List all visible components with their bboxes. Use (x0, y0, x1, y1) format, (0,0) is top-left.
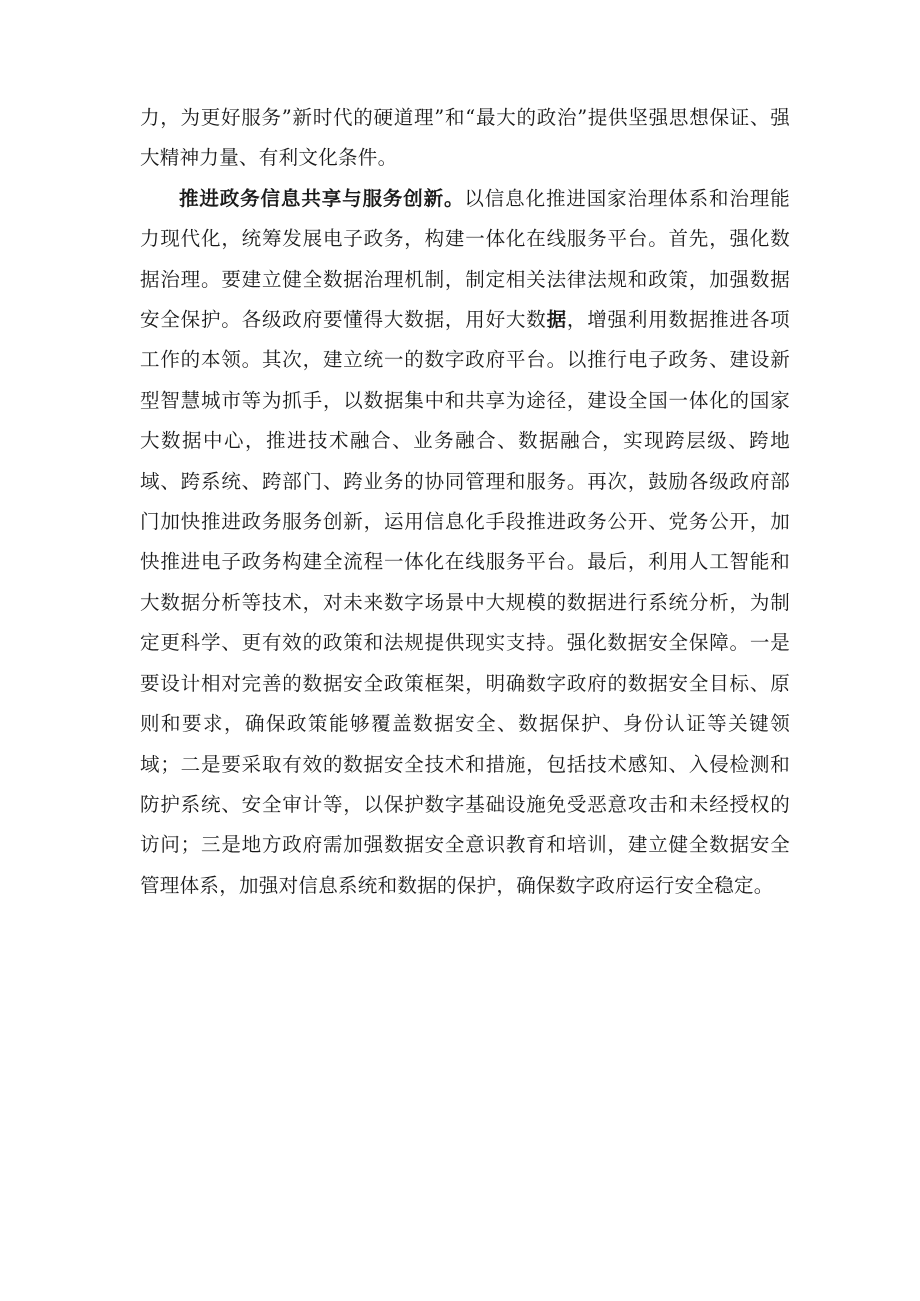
paragraph-emphasized-char: 据 (546, 308, 567, 332)
paragraph-body-part-a: 以信息化推进国家治理体系和治理能力现代化，统筹发展电子政务，构建一体化在线服务平台。首先，强化数据治理。要建立健全数据治理机制，制定相关法律法规和政策，加强数据安全保护。各级政府要懂得大数据，用好大数 (140, 186, 790, 332)
paragraph-data-governance (140, 179, 790, 906)
paragraph-continuation: 力，为更好服务”新时代的硬道理”和“最大的政治”提供坚强思想保证、强大精神力量、有利文化条件。 (140, 106, 790, 170)
paragraph-lead-heading: 推进政务信息共享与服务创新。 (179, 186, 465, 210)
paragraph-body-part-b: ，增强利用数据推进各项工作的本领。其次，建立统一的数字政府平台。以推行电子政务、建设新型智慧城市等为抓手，以数据集中和共享为途径，建设全国一体化的国家大数据中心，推进技术融合、业务融合、数据融合，实现跨层级、跨地域、跨系统、跨部门、跨业务的协同管理和服务。再次，鼓励各级政府部门加快推进政务服务创新，运用信息化手段推进政务公开、党务公开，加快推进电子政务构建全流程一体化在线服务平台。最后，利用人工智能和大数据分析等技术，对未来数字场景中大规模的数据进行系统分析，为制定更科学、更有效的政策和法规提供现实支持。强化数据安全保障。一是要设计相对完善的数据安全政策框架，明确数字政府的数据安全目标、原则和要求，确保政策能够覆盖数据安全、数据保护、身份认证等关键领域；二是要采取有效的数据安全技术和措施，包括技术感知、入侵检测和防护系统、安全审计等，以保护数字基础设施免受恶意攻击和未经授权的访问；三是地方政府需加强数据安全意识教育和培训，建立健全数据安全管理体系，加强对信息系统和数据的保护，确保数字政府运行安全稳定。 (140, 308, 790, 897)
document-body (140, 98, 790, 906)
